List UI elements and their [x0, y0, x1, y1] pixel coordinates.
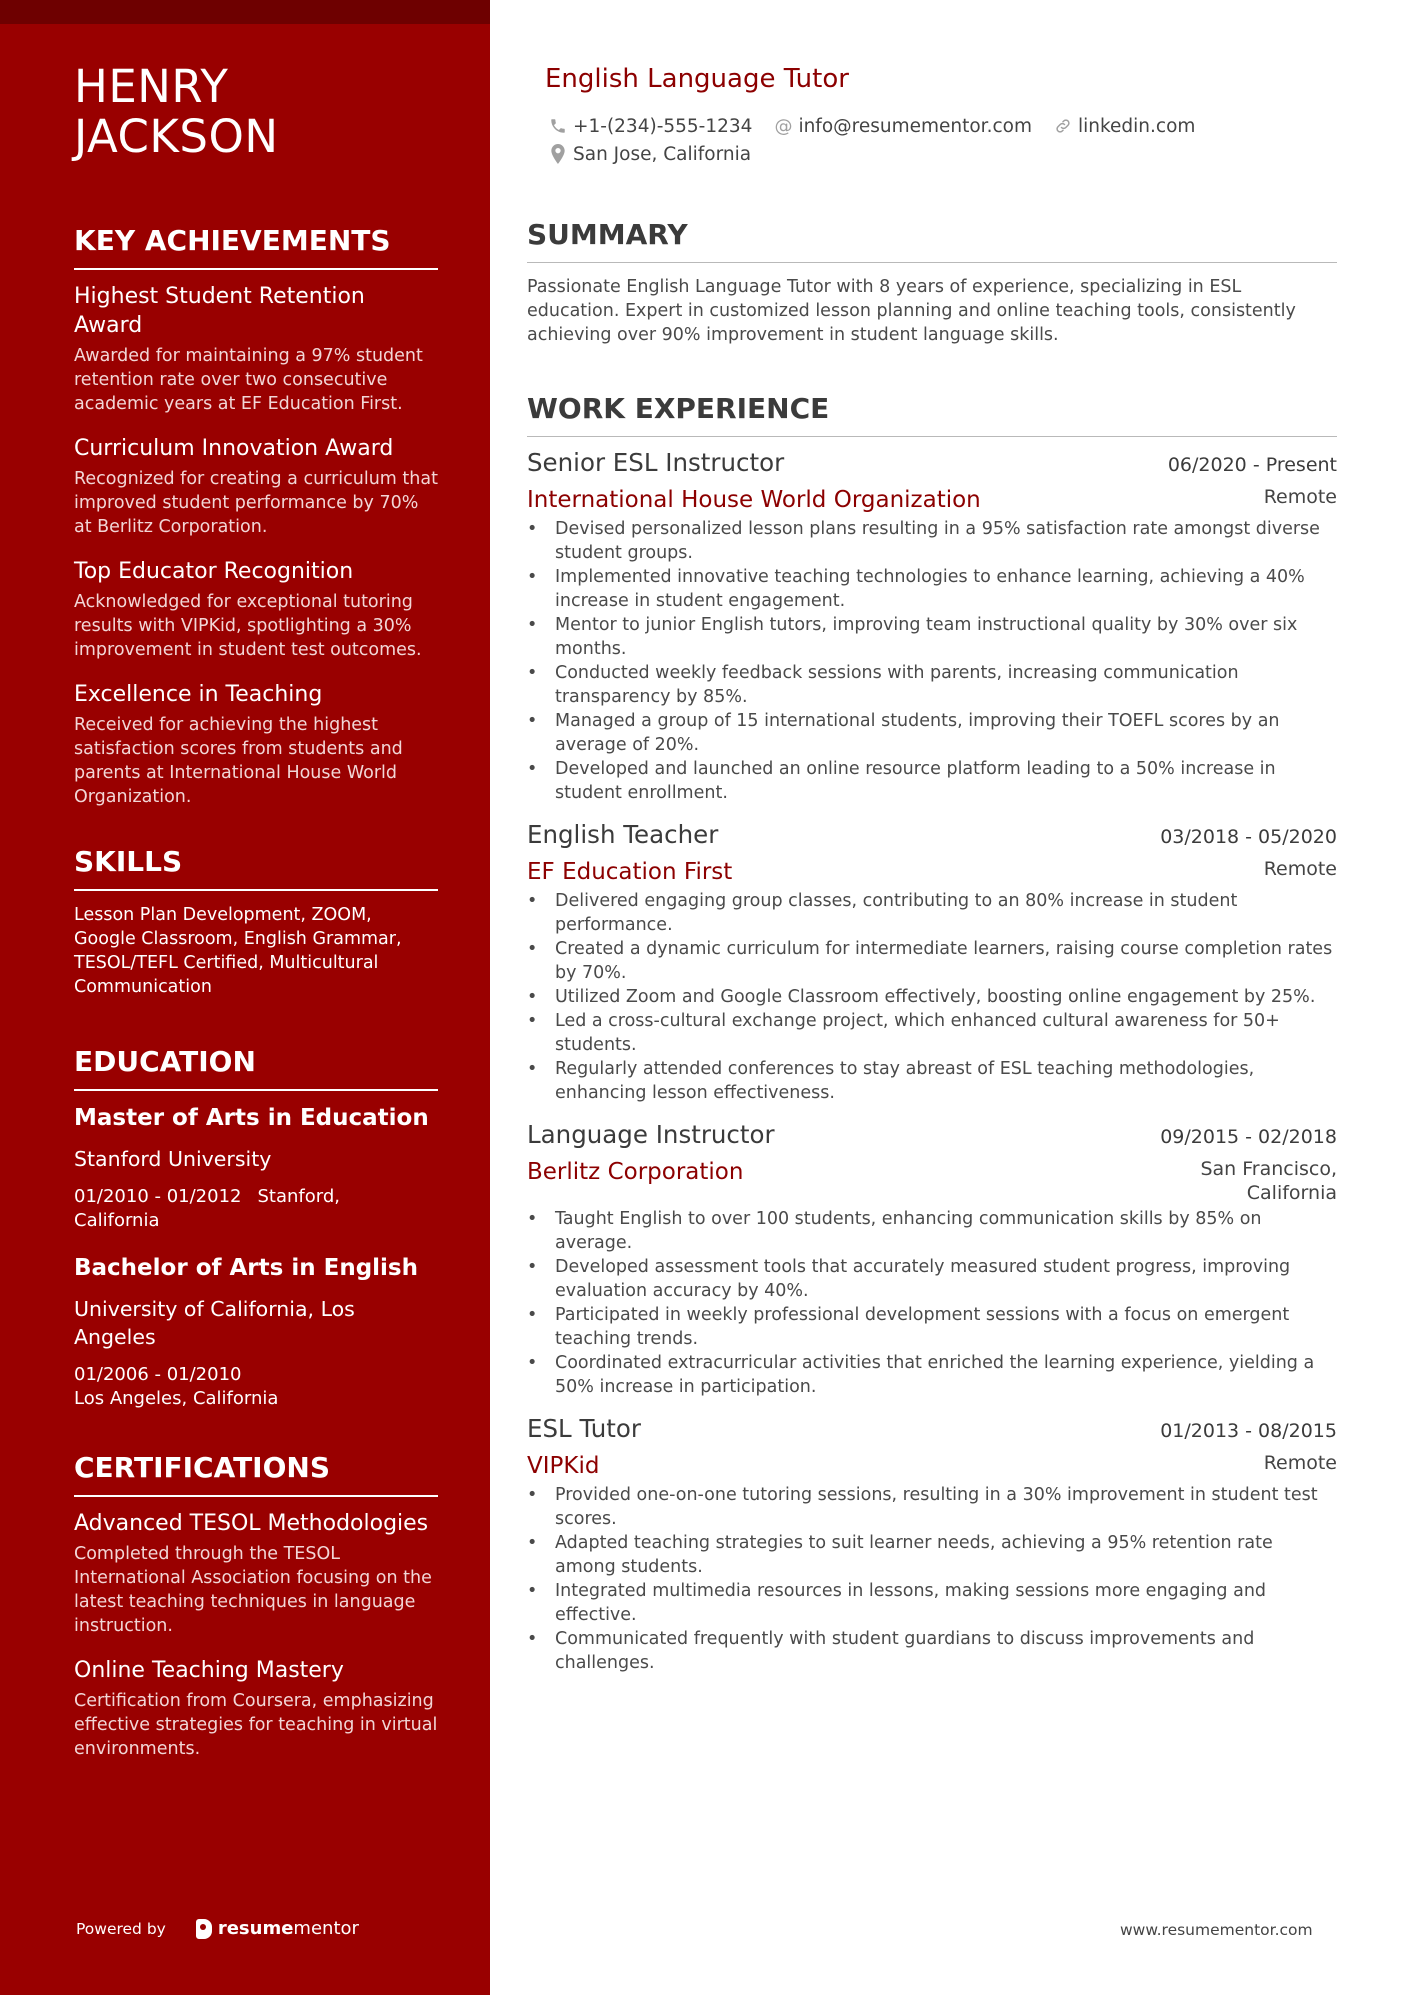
location-pin-icon [547, 143, 569, 165]
achievement-item [74, 282, 438, 416]
skills-heading: SKILLS [74, 845, 438, 891]
target-job-title: English Language Tutor [545, 64, 849, 94]
skills-list: Lesson Plan Development, ZOOM, Google Classroom, English Grammar, TESOL/TEFL Certified, Multicultural Communication [74, 905, 402, 997]
last-name: JACKSON [74, 110, 279, 163]
skills-section [74, 845, 438, 999]
education-item [74, 1103, 438, 1233]
bullet-item: • Participated in weekly professional development sessions with a focus on emergent teaching trends. [527, 1303, 1337, 1351]
education-location: Stanford, California [74, 1186, 341, 1231]
certification-description: Certification from Coursera, emphasizing effective strategies for teaching in virtual environments. [74, 1691, 438, 1759]
job-location: Remote [1263, 858, 1337, 880]
certifications-section [74, 1451, 438, 1761]
bullet-item: • Created a dynamic curriculum for intermediate learners, raising course completion rates by 70%. [527, 937, 1337, 985]
education-heading: EDUCATION [74, 1045, 438, 1091]
achievements-heading: KEY ACHIEVEMENTS [74, 224, 438, 270]
bullet-item: • Coordinated extracurricular activities that enriched the learning experience, yielding a 50% increase in participation. [527, 1351, 1337, 1399]
achievement-description: Received for achieving the highest satisfaction scores from students and parents at International House World Organization. [74, 715, 403, 807]
job-company: International House World Organization [527, 487, 981, 513]
education-degree: Master of Arts in Education [74, 1105, 429, 1131]
at-icon: @ [774, 115, 793, 137]
certification-item [74, 1509, 438, 1638]
contact-email[interactable] [772, 115, 1032, 137]
achievement-description: Awarded for maintaining a 97% student retention rate over two consecutive academic years at EF Education First. [74, 346, 423, 414]
education-meta [74, 1363, 438, 1411]
education-degree: Bachelor of Arts in English [74, 1255, 418, 1281]
experience-section [527, 392, 1337, 1675]
candidate-name [74, 62, 438, 162]
achievement-item [74, 434, 438, 539]
education-item [74, 1253, 438, 1411]
achievement-title: Curriculum Innovation Award [74, 436, 394, 461]
job-role: ESL Tutor [527, 1414, 641, 1443]
brand-name-bold: resume [217, 1918, 294, 1939]
job-role: Senior ESL Instructor [527, 448, 785, 477]
achievement-item [74, 680, 438, 809]
education-dates: 01/2006 - 01/2010 [74, 1364, 242, 1385]
achievement-title: Highest Student Retention Award [74, 284, 365, 338]
experience-heading: WORK EXPERIENCE [527, 392, 1337, 437]
bullet-item: • Integrated multimedia resources in lessons, making sessions more engaging and effective. [527, 1579, 1337, 1627]
footer-url[interactable]: www.resumementor.com [1120, 1921, 1313, 1939]
contact-info [547, 112, 1327, 168]
job-bullets [527, 889, 1337, 1105]
education-meta [74, 1185, 438, 1233]
education-dates: 01/2010 - 01/2012 [74, 1186, 242, 1207]
link-icon [1052, 115, 1074, 137]
job-location: San Francisco, California [1200, 1158, 1337, 1204]
achievements-section [74, 224, 438, 809]
bullet-item: • Mentor to junior English tutors, improving team instructional quality by 30% over six months. [527, 613, 1337, 661]
job-location: Remote [1263, 486, 1337, 508]
powered-by [76, 1918, 359, 1939]
job-role: Language Instructor [527, 1120, 775, 1149]
sidebar [0, 0, 490, 1995]
phone-icon [547, 115, 569, 137]
job-company: Berlitz Corporation [527, 1159, 744, 1185]
bullet-item: • Developed assessment tools that accurately measured student progress, improving evaluation accuracy by 40%. [527, 1255, 1337, 1303]
job-bullets [527, 1483, 1337, 1675]
certifications-heading: CERTIFICATIONS [74, 1451, 438, 1497]
education-school: Stanford University [74, 1147, 272, 1171]
job-dates: 06/2020 - Present [1167, 454, 1337, 476]
achievement-title: Excellence in Teaching [74, 682, 323, 707]
job-entry [527, 1413, 1337, 1675]
job-company: VIPKid [527, 1453, 600, 1479]
certification-item [74, 1656, 438, 1761]
job-dates: 03/2018 - 05/2020 [1160, 826, 1337, 848]
bullet-item: • Communicated frequently with student guardians to discuss improvements and challenges. [527, 1627, 1337, 1675]
bullet-item: • Implemented innovative teaching technologies to enhance learning, achieving a 40% increase in student engagement. [527, 565, 1337, 613]
achievement-item [74, 557, 438, 662]
bullet-item: • Devised personalized lesson plans resulting in a 95% satisfaction rate amongst diverse student groups. [527, 517, 1337, 565]
location-text: San Jose, California [573, 143, 752, 165]
education-school: University of California, Los Angeles [74, 1297, 355, 1349]
phone-text: +1-(234)-555-1234 [573, 115, 753, 137]
summary-section [527, 218, 1337, 347]
job-bullets [527, 1207, 1337, 1399]
powered-by-label: Powered by [76, 1919, 166, 1938]
bullet-item: • Conducted weekly feedback sessions with parents, increasing communication transparency by 85%. [527, 661, 1337, 709]
job-location: Remote [1263, 1452, 1337, 1474]
certification-title: Online Teaching Mastery [74, 1658, 344, 1683]
first-name: HENRY [74, 60, 229, 113]
contact-linkedin[interactable] [1052, 115, 1195, 137]
education-location: Los Angeles, California [74, 1388, 279, 1409]
email-text: info@resumementor.com [798, 115, 1032, 137]
brand-logo[interactable] [196, 1918, 359, 1939]
bullet-item: • Led a cross-cultural exchange project, which enhanced cultural awareness for 50+ students. [527, 1009, 1337, 1057]
bullet-item: • Provided one-on-one tutoring sessions, resulting in a 30% improvement in student test scores. [527, 1483, 1337, 1531]
bullet-item: • Developed and launched an online resource platform leading to a 50% increase in student enrollment. [527, 757, 1337, 805]
achievement-title: Top Educator Recognition [74, 559, 354, 584]
bullet-item: • Regularly attended conferences to stay abreast of ESL teaching methodologies, enhancing lesson effectiveness. [527, 1057, 1337, 1105]
linkedin-text: linkedin.com [1077, 115, 1196, 137]
job-bullets [527, 517, 1337, 805]
bullet-item: • Managed a group of 15 international students, improving their TOEFL scores by an average of 20%. [527, 709, 1337, 757]
job-dates: 01/2013 - 08/2015 [1160, 1420, 1337, 1442]
job-entry [527, 819, 1337, 1105]
certification-description: Completed through the TESOL International Association focusing on the latest teaching techniques in language instruction. [74, 1544, 432, 1636]
job-role: English Teacher [527, 820, 719, 849]
education-section [74, 1045, 438, 1411]
certification-title: Advanced TESOL Methodologies [74, 1511, 429, 1536]
achievement-description: Recognized for creating a curriculum that improved student performance by 70% at Berlitz Corporation. [74, 469, 438, 537]
bullet-item: • Taught English to over 100 students, enhancing communication skills by 85% on average. [527, 1207, 1337, 1255]
achievement-description: Acknowledged for exceptional tutoring results with VIPKid, spotlighting a 30% improvement in student test outcomes. [74, 592, 422, 660]
contact-phone[interactable] [547, 115, 752, 137]
summary-text: Passionate English Language Tutor with 8 years of experience, specializing in ESL education. Expert in customized lesson planning and online teaching tools, consistently achieving over 90% improvement in student language skills. [527, 277, 1296, 345]
job-dates: 09/2015 - 02/2018 [1160, 1126, 1337, 1148]
sidebar-top-bar [0, 0, 490, 24]
bullet-item: • Delivered engaging group classes, contributing to an 80% increase in student performance. [527, 889, 1337, 937]
job-entry [527, 447, 1337, 805]
bullet-item: • Utilized Zoom and Google Classroom effectively, boosting online engagement by 25%. [527, 985, 1337, 1009]
bullet-item: • Adapted teaching strategies to suit learner needs, achieving a 95% retention rate among students. [527, 1531, 1337, 1579]
summary-heading: SUMMARY [527, 218, 1337, 263]
brand-name-rest: mentor [293, 1918, 359, 1939]
brand-logo-icon [196, 1919, 212, 1939]
job-company: EF Education First [527, 859, 733, 885]
contact-location [547, 143, 751, 165]
job-entry [527, 1119, 1337, 1399]
